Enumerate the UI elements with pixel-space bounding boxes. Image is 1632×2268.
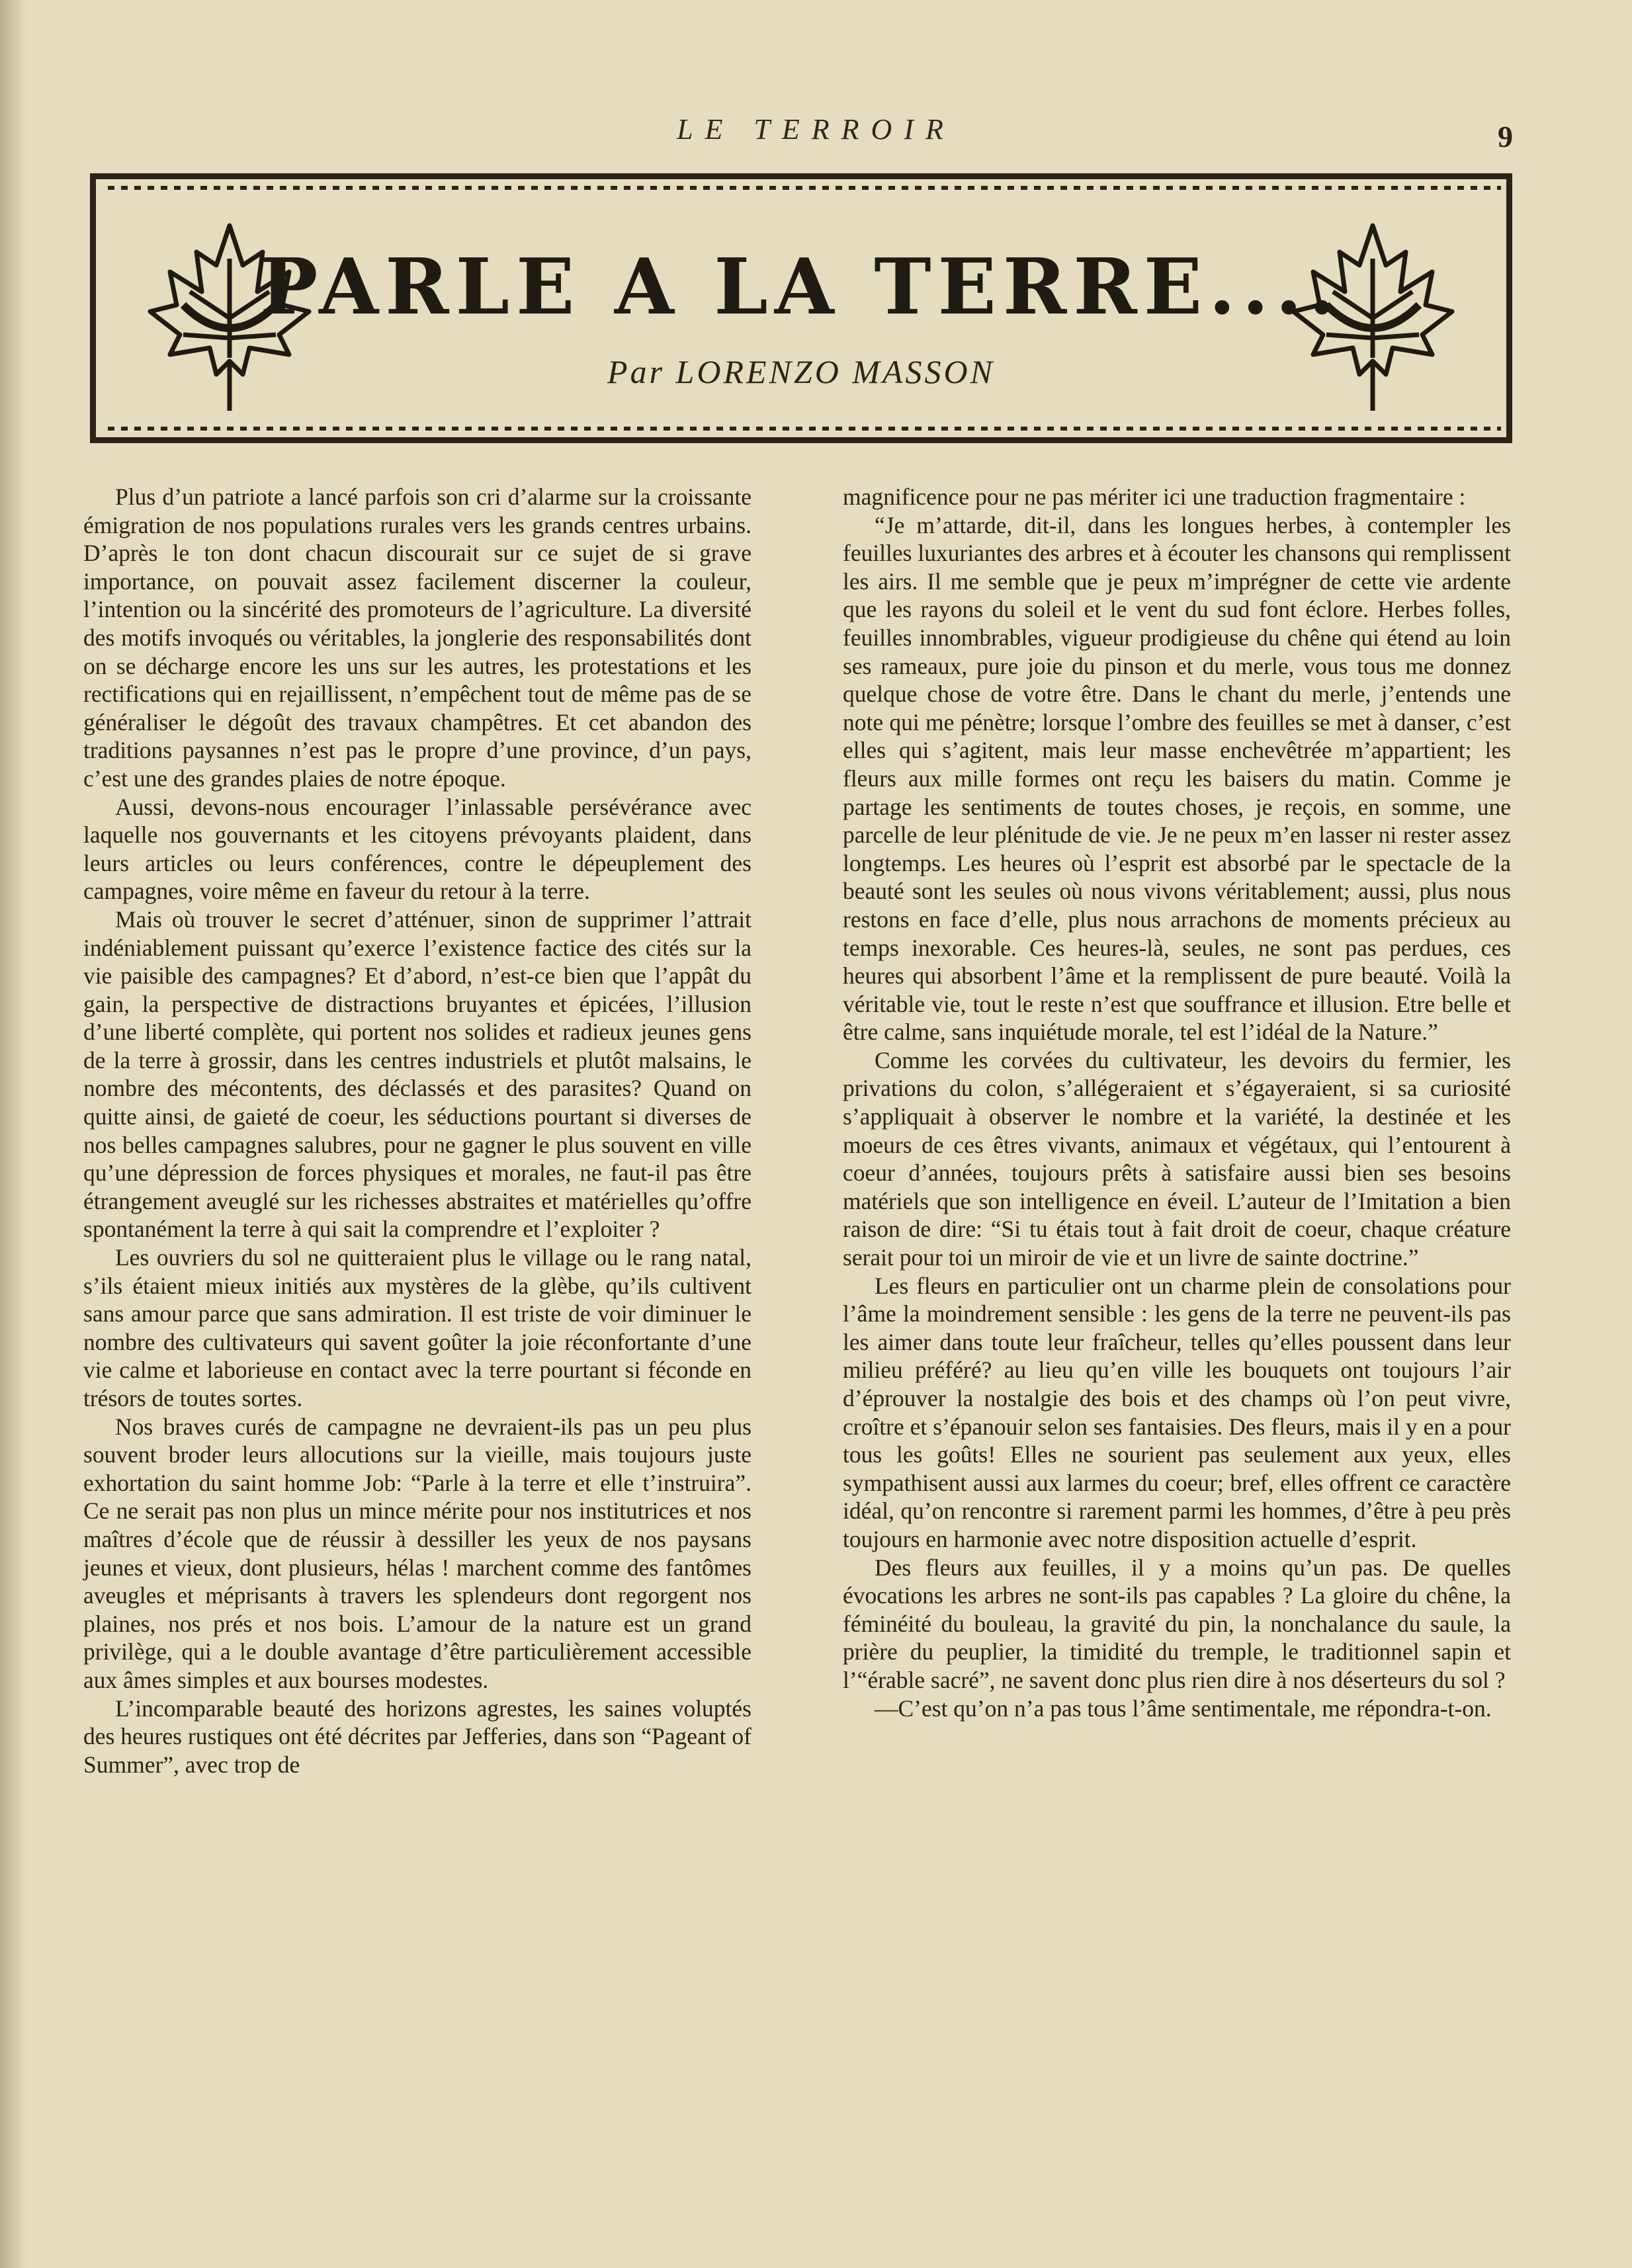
page-edge-shadow — [0, 0, 26, 2268]
paragraph: Les fleurs en particulier ont un charme plein de consolations pour l’âme la moindrement sensible : les gens de la terre ne peuvent-ils pas les aimer dans toute leur fraîcheur, telles qu’elles poussent dans leur milieu préféré? au lieu qu’en ville les bouquets ont toujours l’air d’éprouver la nostalgie des bois et des champs où l’on peut vivre, croître et s’épanouir selon ses fantaisies. Des fleurs, mais il y en a pour tous les goûts! Elles ne sourient pas seulement aux yeux, elles sympathisent aussi aux larmes du coeur; bref, elles offrent ce caractère idéal, qu’on rencontre si rarement parmi les hommes, d’être à peu près toujours en harmonie avec notre disposition actuelle d’esprit. — [843, 1272, 1511, 1552]
paragraph: Mais où trouver le secret d’atténuer, sinon de supprimer l’attrait indéniablement puissant qu’exerce l’existence factice des cités sur la vie paisible des campagnes? Et d’abord, n’est-ce bien que l’appât du gain, la perspective de distractions bruyantes et épicées, l’illusion d’une liberté complète, qui portent nos solides et radieux jeunes gens de la terre à grossir, dans les centres industriels et plutôt malsains, le nombre des mécontents, des déclassés et des parasites? Quand on quitte ainsi, de gaieté de coeur, les séductions pourtant si diverses de nos belles campagnes salubres, pour ne gagner le plus souvent en ville qu’une dépression de forces physiques et morales, ne faut-il pas être étrangement aveuglé sur les richesses abstraites et matérielles qu’offre spontanément la terre à qui sait la comprendre et l’exploiter ? — [83, 905, 752, 1243]
frame-ornament-top — [101, 186, 1501, 190]
paragraph: “Je m’attarde, dit-il, dans les longues herbes, à contempler les feuilles luxuriantes des arbres et à écouter les chansons qui remplissent les airs. Il me semble que je peux m’imprégner de cette vie ardente que les rayons du soleil et le vent du sud font éclore. Herbes folles, feuilles innombrables, vigueur prodigieuse du chêne qui étend au loin ses rameaux, pure joie du pinson et du merle, vous tous me donnez quelque chose de votre être. Dans le chant du merle, j’entends une note qui me pénètre; lorsque l’ombre des feuilles se met à danser, c’est elles qui s’agitent, mais leur masse enchevêtrée m’appartient; les fleurs aux mille formes ont reçu les baisers du matin. Comme je partage les sentiments de toutes choses, je reçois, en somme, une parcelle de leur plénitude de vie. Je ne peux m’en lasser ni rester assez longtemps. Les heures où l’esprit est absorbé par le spectacle de la beauté sont les seules où nous vivons véritablement; aussi, plus nous restons en face d’elle, plus nous arrachons de moments précieux au temps inexorable. Ces heures-là, seules, ne sont pas perdues, ces heures qui absorbent l’âme et la remplissent de pure beauté. Voilà la véritable vie, tout le reste n’est que souffrance et illusion. Etre belle et être calme, sans inquiétude morale, tel est l’idéal de la Nature.” — [843, 511, 1511, 1046]
paragraph: Nos braves curés de campagne ne devraient-ils pas un peu plus souvent broder leurs allocutions sur la vieille, mais toujours juste exhortation du saint homme Job: “Parle à la terre et elle t’instruira”. Ce ne serait pas non plus un mince mérite pour nos institutrices et nos maîtres d’école que de réussir à dessiller les yeux de nos paysans jeunes et vieux, dont plusieurs, hélas ! marchent comme des fantômes aveugles et méprisants à travers les splendeurs dont regorgent nos plaines, nos prés et nos bois. L’amour de la nature est un grand privilège, qui a le double avantage d’être particulièrement accessible aux âmes simples et aux bourses modestes. — [83, 1413, 752, 1693]
text-column-right — [843, 483, 1511, 1722]
page-number: 9 — [1498, 120, 1513, 153]
paragraph: Aussi, devons-nous encourager l’inlassable persévérance avec laquelle nos gouvernants et les citoyens prévoyants plaident, dans leurs articles ou leurs conférences, contre le dépeuplement des campagnes, voire même en faveur du retour à la terre. — [83, 793, 752, 905]
frame-ornament-bottom — [101, 427, 1501, 431]
article-title: PARLE A LA TERRE.... — [260, 242, 1342, 332]
paragraph: —C’est qu’on n’a pas tous l’âme sentimentale, me répondra-t-on. — [875, 1695, 1492, 1722]
running-head: LE TERROIR — [677, 113, 955, 146]
paragraph: Les ouvriers du sol ne quitteraient plus le village ou le rang natal, s’ils étaient mieux initiés aux mystères de la glèbe, qu’ils cultivent sans amour parce que sans admiration. Il est triste de voir diminuer le nombre des cultivateurs qui savent goûter la joie réconfortante d’une vie calme et laborieuse en contact avec la terre pourtant si féconde en trésors de toutes sortes. — [83, 1244, 752, 1411]
paragraph: magnificence pour ne pas mériter ici une traduction fragmentaire : — [843, 483, 1466, 510]
paragraph: L’incomparable beauté des horizons agrestes, les saines voluptés des heures rustiques ont été décrites par Jefferies, dans son “Pageant of Summer”, avec trop de — [83, 1695, 752, 1778]
paragraph: Des fleurs aux feuilles, il y a moins qu’un pas. De quelles évocations les arbres ne sont-ils pas capables ? La gloire du chêne, la féminéité du bouleau, la gravité du pin, la nonchalance du saule, la prière du peuplier, la timidité du tremple, le traditionnel sapin et l’“érable sacré”, ne savent donc plus rien dire à nos déserteurs du sol ? — [843, 1554, 1511, 1693]
paragraph: Plus d’un patriote a lancé parfois son cri d’alarme sur la croissante émigration de nos populations rurales vers les grands centres urbains. D’après le ton dont chacun discourait sur ce sujet de si grave importance, on pouvait assez facilement discerner la couleur, l’intention ou la sincérité des promoteurs de l’agriculture. La diversité des motifs invoqués ou véritables, la jonglerie des responsabilités dont on se décharge encore les uns sur les autres, les protestations et les rectifications qui en rejaillissent, n’empêchent tout de même pas de se généraliser le dégoût des travaux champêtres. Et cet abandon des traditions paysannes n’est pas le propre d’une province, d’un pays, c’est une des grandes plaies de notre époque. — [83, 483, 752, 792]
text-column-left — [83, 483, 752, 1779]
title-frame — [90, 173, 1512, 443]
paragraph: Comme les corvées du cultivateur, les devoirs du fermier, les privations du colon, s’allégeraient et s’égayeraient, si sa curiosité s’appliquait à observer le nombre et la variété, la destinée et les moeurs de ces êtres vivants, animaux et végétaux, qui l’entourent à coeur d’années, toujours prêts à satisfaire aussi bien ses besoins matériels que son intelligence en éveil. L’auteur de l’Imitation a bien raison de dire: “Si tu étais tout à fait droit de coeur, chaque créature serait pour toi un miroir de vie et un livre de sainte doctrine.” — [843, 1046, 1511, 1271]
byline: Par LORENZO MASSON — [607, 353, 995, 390]
